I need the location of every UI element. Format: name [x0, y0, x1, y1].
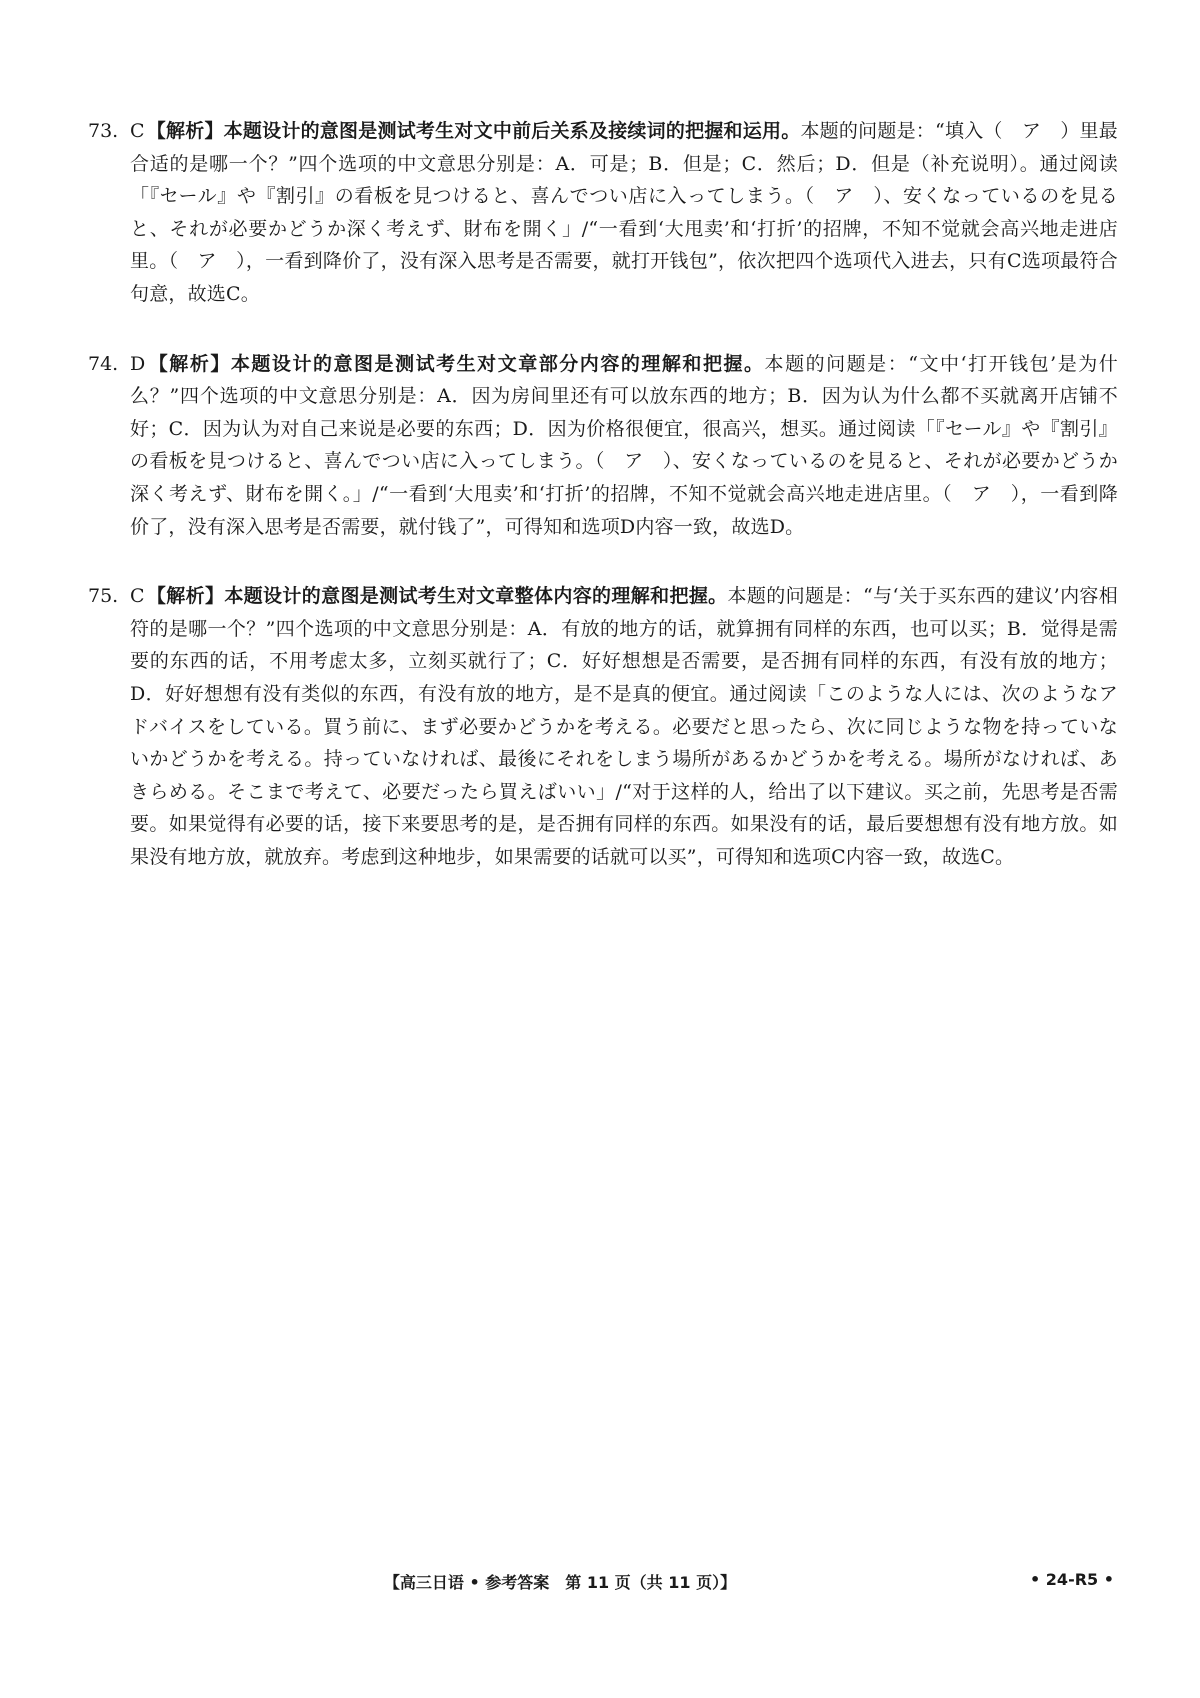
- footer-page-info: 【高三日语 • 参考答案 第 11 页（共 11 页）】: [383, 1573, 737, 1592]
- answer-item-73: [88, 115, 1118, 311]
- answer-item-74: [88, 348, 1118, 544]
- answer-letter: D: [130, 352, 146, 375]
- footer-code: • 24-R5 •: [1030, 1570, 1114, 1589]
- answer-letter: C: [130, 585, 145, 608]
- question-number: 73.: [88, 120, 119, 142]
- answer-list: [88, 115, 1118, 910]
- answer-explanation: [130, 348, 1118, 544]
- analysis-heading: 【解析】本题设计的意图是测试考生对文中前后关系及接续词的把握和运用。: [146, 120, 801, 142]
- analysis-heading: 【解析】本题设计的意图是测试考生对文章整体内容的理解和把握。: [146, 585, 728, 608]
- answer-letter: C: [130, 120, 145, 142]
- answer-item-75: [88, 580, 1118, 873]
- analysis-body: 本题的问题是：“填入（ ア ）里最合适的是哪一个？”四个选项的中文意思分别是：A．可是；B．但是；C．然后；D．但是（补充说明）。通过阅读「『セール』や『割引』の看板を見つけると、喜んでつい店に入ってしまう。（ ア ）、安くなっているのを見ると、それが必要かどうか深く考えず、財布を開く」/“一看到‘大甩卖’和‘打折’的招牌，不知不觉就会高兴地走进店里。（ ア ），一看到降价了，没有深入思考是否需要，就打开钱包”，依次把四个选项代入进去，只有C选项最符合句意，故选C。: [130, 120, 1118, 305]
- answer-explanation: [130, 580, 1118, 873]
- question-number: 74.: [88, 352, 119, 375]
- analysis-body: 本题的问题是：“文中‘打开钱包’是为什么？”四个选项的中文意思分别是：A．因为房间里还有可以放东西的地方；B．因为认为什么都不买就离开店铺不好；C．因为认为对自己来说是必要的东西；D．因为价格很便宜，很高兴，想买。通过阅读「『セール』や『割引』の看板を見つけると、喜んでつい店に入ってしまう。（ ア ）、安くなっているのを見ると、それが必要かどうか深く考えず、財布を開く。」/“一看到‘大甩卖’和‘打折’的招牌，不知不觉就会高兴地走进店里。（ ア ），一看到降价了，没有深入思考是否需要，就付钱了”，可得知和选项D内容一致，故选D。: [130, 352, 1119, 538]
- analysis-heading: 【解析】本题设计的意图是测试考生对文章部分内容的理解和把握。: [147, 352, 765, 375]
- analysis-body: 本题的问题是：“与‘关于买东西的建议’内容相符的是哪一个？”四个选项的中文意思分别是：A．有放的地方的话，就算拥有同样的东西，也可以买；B．觉得是需要的东西的话，不用考虑太多，立刻买就行了；C．好好想想是否需要，是否拥有同样的东西，有没有放的地方；D．好好想想有没有类似的东西，有没有放的地方，是不是真的便宜。通过阅读「このような人には、次のようなアドバイスをしている。買う前に、まず必要かどうかを考える。必要だと思ったら、次に同じような物を持っていないかどうかを考える。持っていなければ、最後にそれをしまう場所があるかどうかを考える。場所がなければ、あきらめる。そこまで考えて、必要だったら買えばいい」/“对于这样的人，给出了以下建议。买之前，先思考是否需要。如果觉得有必要的话，接下来要思考的是，是否拥有同样的东西。如果没有的话，最后要想想有没有地方放。如果没有地方放，就放弃。考虑到这种地步，如果需要的话就可以买”，可得知和选项C内容一致，故选C。: [130, 585, 1118, 868]
- answer-explanation: [130, 115, 1118, 311]
- question-number: 75.: [88, 585, 119, 608]
